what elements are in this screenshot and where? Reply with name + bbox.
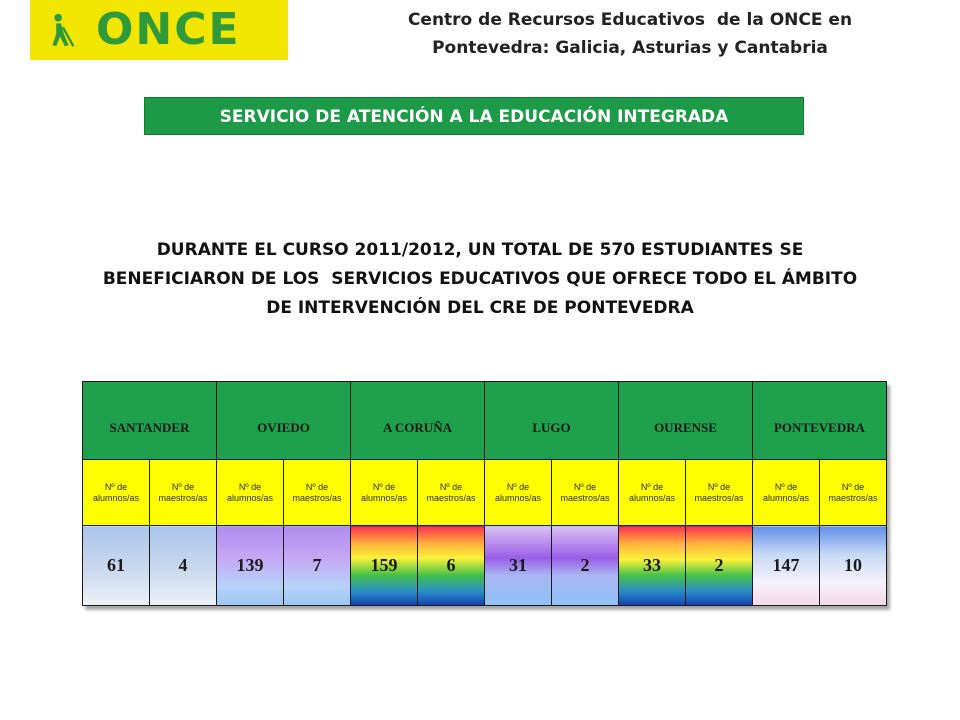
sub-teachers-ourense: Nº de maestros/as — [686, 460, 753, 526]
students-ourense: 33 — [619, 526, 686, 606]
city-lugo: LUGO — [485, 382, 619, 460]
sub-students-pontevedra: Nº de alumnos/as — [753, 460, 820, 526]
sub-teachers-lugo: Nº de maestros/as — [552, 460, 619, 526]
sub-students-a-coruna: Nº de alumnos/as — [351, 460, 418, 526]
summary-line-2: BENEFICIARON DE LOS SERVICIOS EDUCATIVOS QUE OFRECE TODO EL ÁMBITO — [102, 269, 858, 289]
city-header-row — [83, 382, 887, 460]
logo-text: ONCE — [96, 4, 241, 55]
sub-students-santander: Nº de alumnos/as — [83, 460, 150, 526]
service-banner: SERVICIO DE ATENCIÓN A LA EDUCACIÓN INTEGRADA — [144, 97, 804, 135]
teachers-a-coruna: 6 — [418, 526, 485, 606]
once-logo — [30, 0, 288, 60]
values-row — [83, 526, 887, 606]
students-lugo: 31 — [485, 526, 552, 606]
city-ourense: OURENSE — [619, 382, 753, 460]
stats-table — [82, 381, 887, 606]
teachers-ourense: 2 — [686, 526, 753, 606]
summary-line-1: DURANTE EL CURSO 2011/2012, UN TOTAL DE 570 ESTUDIANTES SE — [156, 240, 804, 260]
sub-teachers-a-coruna: Nº de maestros/as — [418, 460, 485, 526]
city-pontevedra: PONTEVEDRA — [753, 382, 887, 460]
page-title — [320, 6, 940, 62]
blind-person-cane-icon — [42, 11, 80, 49]
title-line-2: Pontevedra: Galicia, Asturias y Cantabria — [432, 38, 828, 58]
students-oviedo: 139 — [217, 526, 284, 606]
title-line-1: Centro de Recursos Educativos de la ONCE en — [407, 10, 853, 30]
students-santander: 61 — [83, 526, 150, 606]
students-a-coruna: 159 — [351, 526, 418, 606]
sub-teachers-pontevedra: Nº de maestros/as — [820, 460, 887, 526]
sub-teachers-oviedo: Nº de maestros/as — [284, 460, 351, 526]
city-santander: SANTANDER — [83, 382, 217, 460]
city-a-coruna: A CORUÑA — [351, 382, 485, 460]
students-pontevedra: 147 — [753, 526, 820, 606]
teachers-oviedo: 7 — [284, 526, 351, 606]
summary-text — [80, 236, 880, 323]
subheader-row — [83, 460, 887, 526]
city-oviedo: OVIEDO — [217, 382, 351, 460]
teachers-santander: 4 — [150, 526, 217, 606]
summary-line-3: DE INTERVENCIÓN DEL CRE DE PONTEVEDRA — [266, 298, 694, 318]
sub-students-oviedo: Nº de alumnos/as — [217, 460, 284, 526]
teachers-pontevedra: 10 — [820, 526, 887, 606]
sub-students-ourense: Nº de alumnos/as — [619, 460, 686, 526]
sub-teachers-santander: Nº de maestros/as — [150, 460, 217, 526]
sub-students-lugo: Nº de alumnos/as — [485, 460, 552, 526]
teachers-lugo: 2 — [552, 526, 619, 606]
